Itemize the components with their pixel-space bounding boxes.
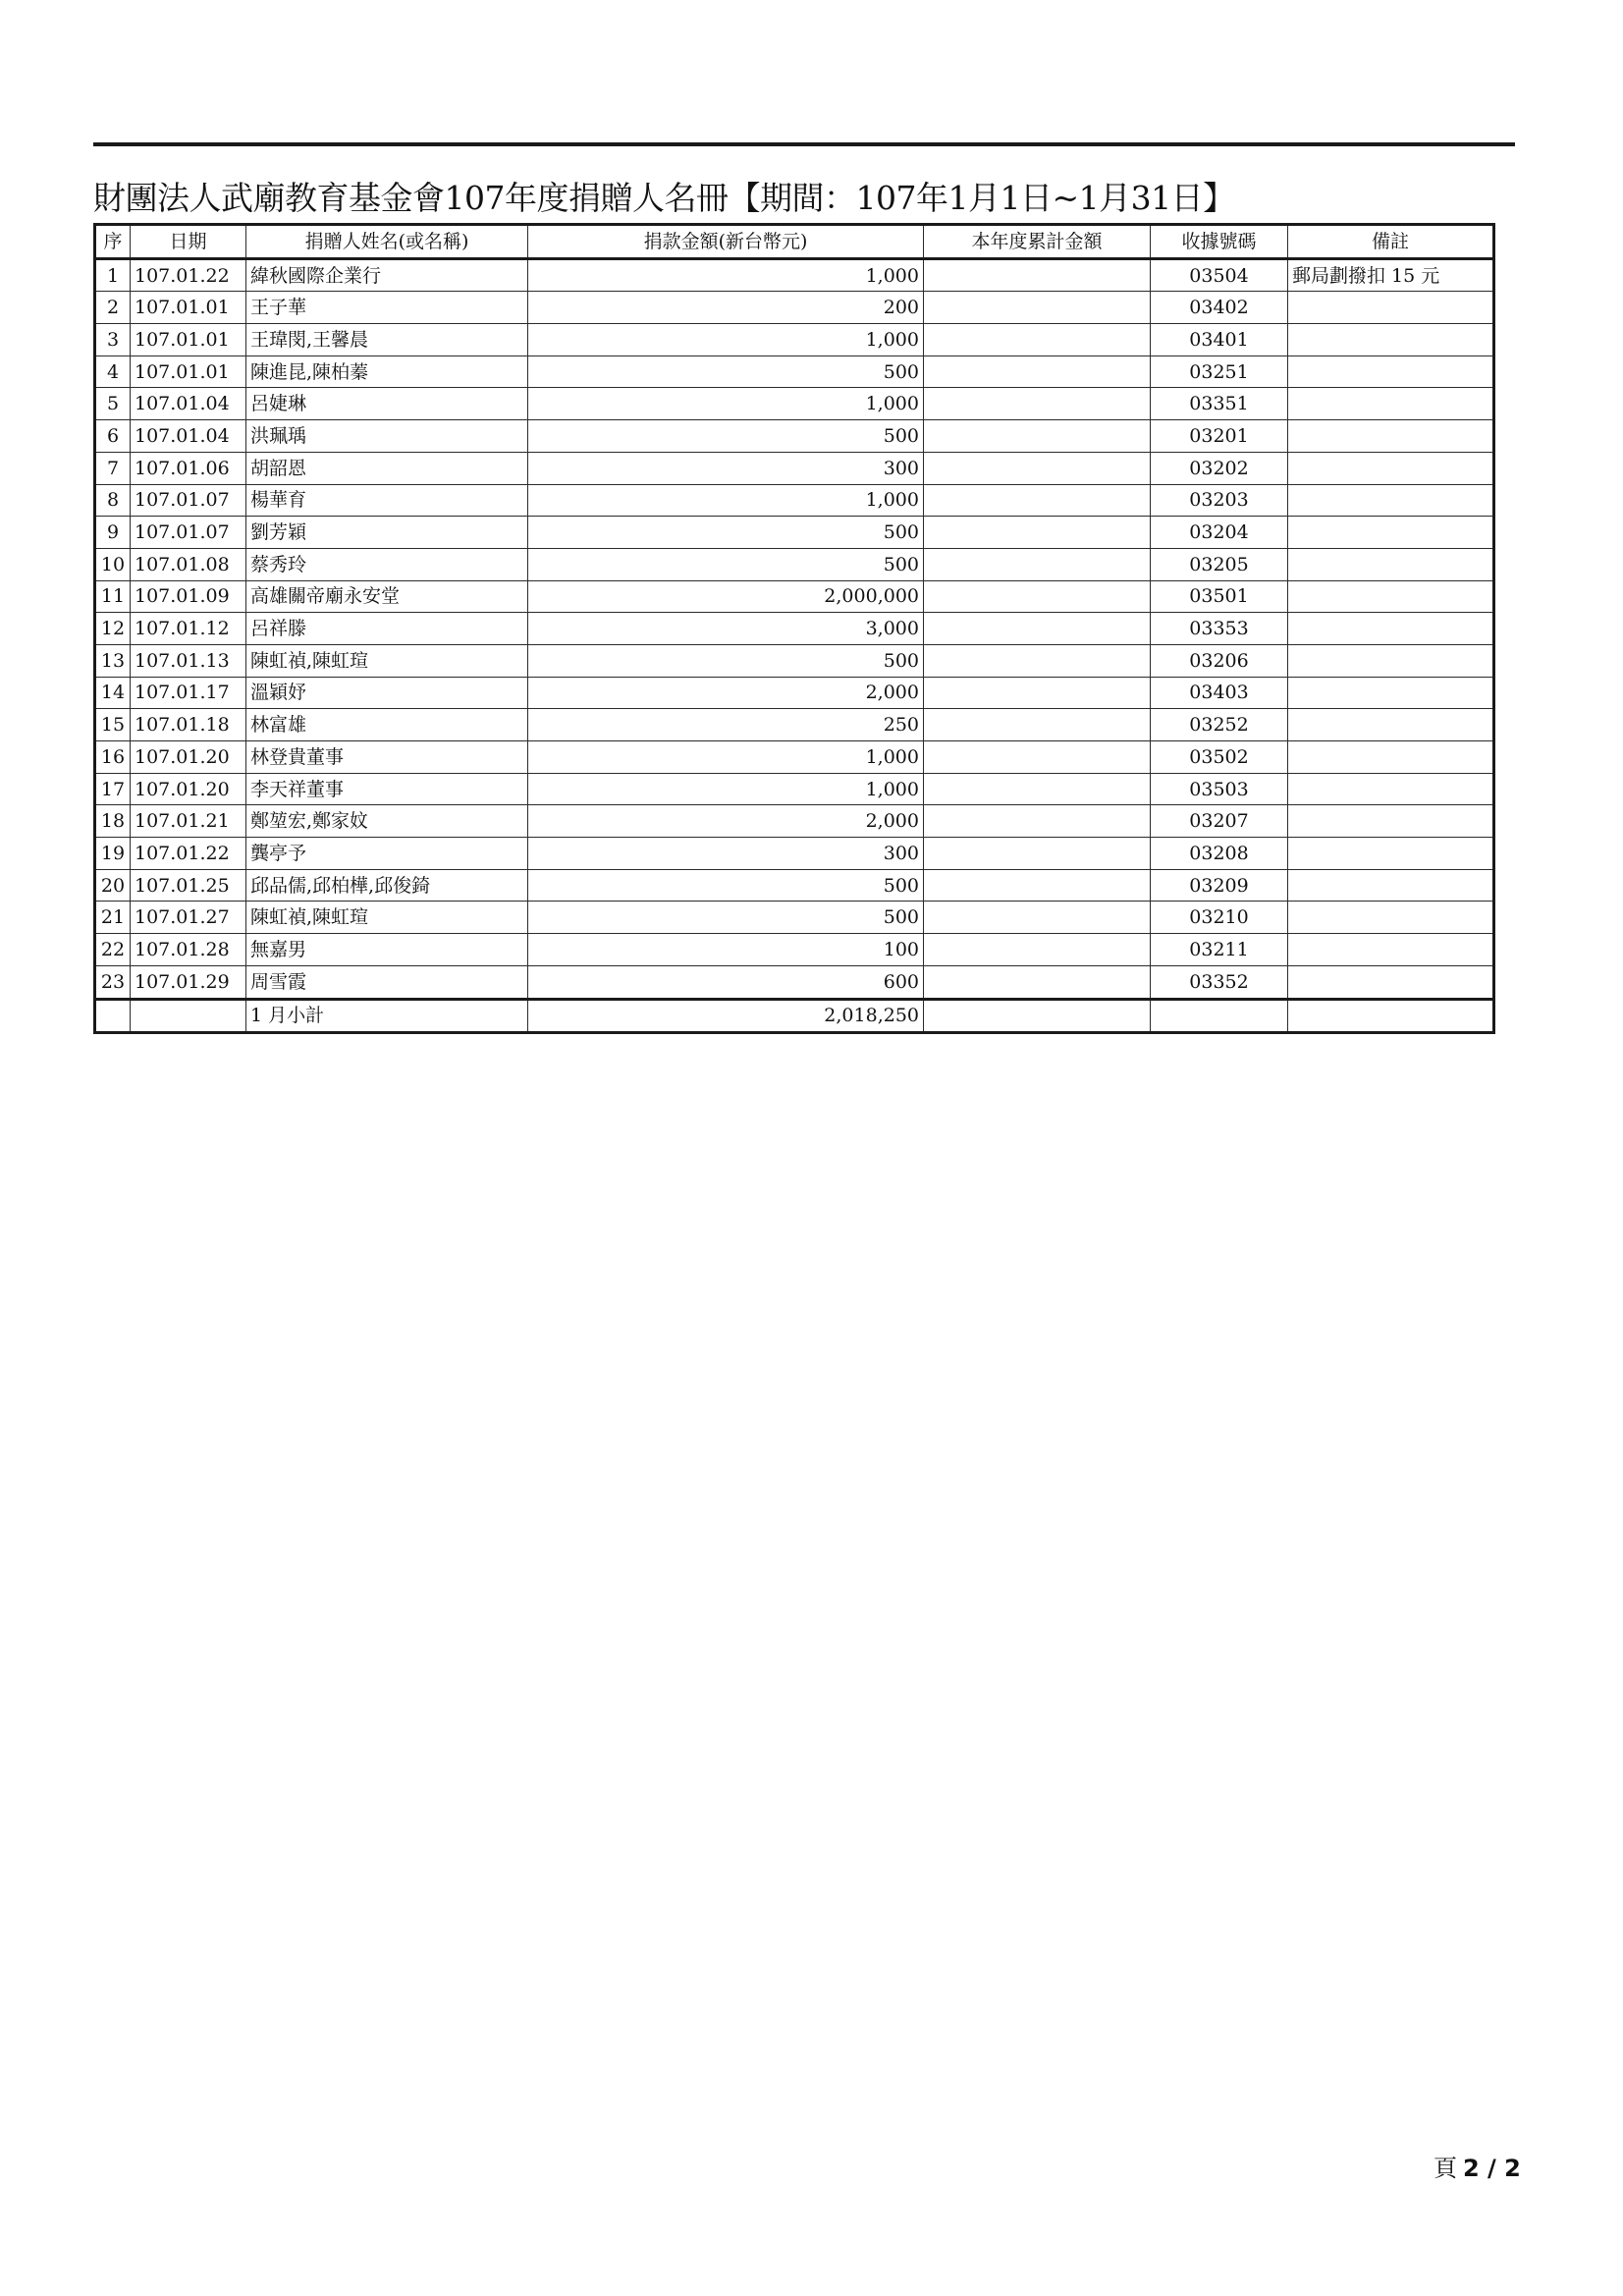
table-row: [95, 805, 1494, 838]
seq-cell: 12: [95, 613, 131, 645]
amount-cell: 2,000,000: [528, 580, 924, 613]
amount-cell: 3,000: [528, 613, 924, 645]
seq-cell: 7: [95, 452, 131, 484]
remarks-cell: [1288, 741, 1494, 774]
column-header-cumulative: 本年度累計金額: [924, 225, 1151, 259]
receipt-no-cell: 03403: [1151, 677, 1288, 709]
seq-cell: 14: [95, 677, 131, 709]
cumulative-cell: [924, 773, 1151, 805]
donor-name-cell: 陳進昆,陳柏蓁: [246, 355, 528, 388]
amount-cell: 600: [528, 965, 924, 999]
date-cell: 107.01.28: [131, 934, 246, 966]
date-cell: 107.01.04: [131, 420, 246, 453]
seq-cell: 22: [95, 934, 131, 966]
subtotal-seq-cell: [95, 999, 131, 1033]
cumulative-cell: [924, 934, 1151, 966]
date-cell: 107.01.08: [131, 548, 246, 580]
receipt-no-cell: 03251: [1151, 355, 1288, 388]
table-row: [95, 452, 1494, 484]
cumulative-cell: [924, 355, 1151, 388]
header-row: [95, 225, 1494, 259]
remarks-cell: [1288, 773, 1494, 805]
seq-cell: 13: [95, 644, 131, 677]
remarks-cell: [1288, 292, 1494, 324]
donor-name-cell: 洪珮瑀: [246, 420, 528, 453]
donor-name-cell: 邱品儒,邱柏樺,邱俊錡: [246, 869, 528, 902]
date-cell: 107.01.20: [131, 741, 246, 774]
seq-cell: 21: [95, 902, 131, 934]
receipt-no-cell: 03401: [1151, 324, 1288, 356]
table-row: [95, 965, 1494, 999]
date-cell: 107.01.17: [131, 677, 246, 709]
amount-cell: 1,000: [528, 741, 924, 774]
amount-cell: 1,000: [528, 324, 924, 356]
table-row: [95, 709, 1494, 741]
receipt-no-cell: 03503: [1151, 773, 1288, 805]
receipt-no-cell: 03504: [1151, 258, 1288, 292]
seq-cell: 6: [95, 420, 131, 453]
cumulative-cell: [924, 420, 1151, 453]
remarks-cell: [1288, 838, 1494, 870]
date-cell: 107.01.01: [131, 292, 246, 324]
column-header-receipt-no: 收據號碼: [1151, 225, 1288, 259]
date-cell: 107.01.07: [131, 517, 246, 549]
column-header-donor-name: 捐贈人姓名(或名稱): [246, 225, 528, 259]
remarks-cell: [1288, 934, 1494, 966]
table-row: [95, 355, 1494, 388]
receipt-no-cell: 03205: [1151, 548, 1288, 580]
cumulative-cell: [924, 838, 1151, 870]
amount-cell: 100: [528, 934, 924, 966]
receipt-no-cell: 03352: [1151, 965, 1288, 999]
remarks-cell: [1288, 548, 1494, 580]
donor-name-cell: 陳虹禎,陳虹瑄: [246, 644, 528, 677]
table-row: [95, 613, 1494, 645]
remarks-cell: [1288, 709, 1494, 741]
cumulative-cell: [924, 452, 1151, 484]
column-header-seq: 序: [95, 225, 131, 259]
seq-cell: 11: [95, 580, 131, 613]
remarks-cell: [1288, 324, 1494, 356]
date-cell: 107.01.22: [131, 258, 246, 292]
amount-cell: 1,000: [528, 484, 924, 517]
cumulative-cell: [924, 869, 1151, 902]
donor-name-cell: 蔡秀玲: [246, 548, 528, 580]
cumulative-cell: [924, 517, 1151, 549]
table-row: [95, 838, 1494, 870]
receipt-no-cell: 03402: [1151, 292, 1288, 324]
cumulative-cell: [924, 580, 1151, 613]
remarks-cell: [1288, 805, 1494, 838]
amount-cell: 300: [528, 838, 924, 870]
receipt-no-cell: 03208: [1151, 838, 1288, 870]
cumulative-cell: [924, 548, 1151, 580]
subtotal-label: 1 月小計: [246, 999, 528, 1033]
amount-cell: 1,000: [528, 773, 924, 805]
page-label: 頁: [1434, 2155, 1457, 2182]
donor-name-cell: 楊華育: [246, 484, 528, 517]
receipt-no-cell: 03204: [1151, 517, 1288, 549]
subtotal-remarks-cell: [1288, 999, 1494, 1033]
seq-cell: 17: [95, 773, 131, 805]
seq-cell: 2: [95, 292, 131, 324]
amount-cell: 2,000: [528, 805, 924, 838]
receipt-no-cell: 03203: [1151, 484, 1288, 517]
table-row: [95, 324, 1494, 356]
table-row: [95, 420, 1494, 453]
receipt-no-cell: 03252: [1151, 709, 1288, 741]
date-cell: 107.01.04: [131, 388, 246, 420]
receipt-no-cell: 03351: [1151, 388, 1288, 420]
page-number: [1434, 2151, 1522, 2186]
cumulative-cell: [924, 741, 1151, 774]
seq-cell: 3: [95, 324, 131, 356]
donor-name-cell: 緯秋國際企業行: [246, 258, 528, 292]
remarks-cell: [1288, 484, 1494, 517]
amount-cell: 500: [528, 548, 924, 580]
amount-cell: 500: [528, 869, 924, 902]
receipt-no-cell: 03502: [1151, 741, 1288, 774]
seq-cell: 5: [95, 388, 131, 420]
date-cell: 107.01.06: [131, 452, 246, 484]
table-row: [95, 258, 1494, 292]
receipt-no-cell: 03201: [1151, 420, 1288, 453]
remarks-cell: [1288, 644, 1494, 677]
seq-cell: 10: [95, 548, 131, 580]
table-row: [95, 869, 1494, 902]
subtotal-row: [95, 999, 1494, 1033]
amount-cell: 500: [528, 420, 924, 453]
table-row: [95, 517, 1494, 549]
date-cell: 107.01.25: [131, 869, 246, 902]
seq-cell: 19: [95, 838, 131, 870]
donor-name-cell: 李天祥董事: [246, 773, 528, 805]
remarks-cell: [1288, 388, 1494, 420]
donor-name-cell: 林富雄: [246, 709, 528, 741]
receipt-no-cell: 03211: [1151, 934, 1288, 966]
page-value: 2 / 2: [1463, 2155, 1521, 2182]
remarks-cell: [1288, 613, 1494, 645]
amount-cell: 500: [528, 902, 924, 934]
seq-cell: 18: [95, 805, 131, 838]
document-title: 財團法人武廟教育基金會107年度捐贈人名冊【期間：107年1月1日~1月31日】: [93, 179, 1235, 217]
cumulative-cell: [924, 484, 1151, 517]
donor-name-cell: 無嘉男: [246, 934, 528, 966]
receipt-no-cell: 03501: [1151, 580, 1288, 613]
amount-cell: 250: [528, 709, 924, 741]
subtotal-receipt-cell: [1151, 999, 1288, 1033]
seq-cell: 20: [95, 869, 131, 902]
donor-name-cell: 高雄關帝廟永安堂: [246, 580, 528, 613]
donor-name-cell: 林登貴董事: [246, 741, 528, 774]
table-row: [95, 580, 1494, 613]
date-cell: 107.01.22: [131, 838, 246, 870]
remarks-cell: [1288, 580, 1494, 613]
remarks-cell: [1288, 677, 1494, 709]
date-cell: 107.01.01: [131, 355, 246, 388]
amount-cell: 1,000: [528, 388, 924, 420]
remarks-cell: 郵局劃撥扣 15 元: [1288, 258, 1494, 292]
cumulative-cell: [924, 965, 1151, 999]
table-row: [95, 741, 1494, 774]
donor-name-cell: 呂婕琳: [246, 388, 528, 420]
seq-cell: 15: [95, 709, 131, 741]
donor-register-table: [93, 223, 1495, 1034]
cumulative-cell: [924, 709, 1151, 741]
donor-name-cell: 王子華: [246, 292, 528, 324]
date-cell: 107.01.09: [131, 580, 246, 613]
date-cell: 107.01.01: [131, 324, 246, 356]
receipt-no-cell: 03210: [1151, 902, 1288, 934]
donor-name-cell: 周雪霞: [246, 965, 528, 999]
top-rule: [93, 142, 1515, 146]
receipt-no-cell: 03353: [1151, 613, 1288, 645]
seq-cell: 16: [95, 741, 131, 774]
receipt-no-cell: 03202: [1151, 452, 1288, 484]
amount-cell: 500: [528, 644, 924, 677]
table-row: [95, 388, 1494, 420]
table-row: [95, 292, 1494, 324]
donor-name-cell: 胡韶恩: [246, 452, 528, 484]
subtotal-date-cell: [131, 999, 246, 1033]
table-row: [95, 773, 1494, 805]
amount-cell: 300: [528, 452, 924, 484]
subtotal-amount: 2,018,250: [528, 999, 924, 1033]
remarks-cell: [1288, 517, 1494, 549]
remarks-cell: [1288, 355, 1494, 388]
donor-name-cell: 王瑋閔,王馨晨: [246, 324, 528, 356]
table-row: [95, 677, 1494, 709]
table-row: [95, 934, 1494, 966]
remarks-cell: [1288, 420, 1494, 453]
remarks-cell: [1288, 902, 1494, 934]
amount-cell: 500: [528, 517, 924, 549]
date-cell: 107.01.27: [131, 902, 246, 934]
seq-cell: 23: [95, 965, 131, 999]
donor-name-cell: 鄭堃宏,鄭家妏: [246, 805, 528, 838]
cumulative-cell: [924, 292, 1151, 324]
seq-cell: 9: [95, 517, 131, 549]
table-row: [95, 548, 1494, 580]
date-cell: 107.01.12: [131, 613, 246, 645]
donor-name-cell: 龔亭予: [246, 838, 528, 870]
column-header-amount: 捐款金額(新台幣元): [528, 225, 924, 259]
amount-cell: 200: [528, 292, 924, 324]
donor-name-cell: 陳虹禎,陳虹瑄: [246, 902, 528, 934]
donor-name-cell: 劉芳穎: [246, 517, 528, 549]
date-cell: 107.01.13: [131, 644, 246, 677]
amount-cell: 500: [528, 355, 924, 388]
cumulative-cell: [924, 677, 1151, 709]
date-cell: 107.01.20: [131, 773, 246, 805]
donor-name-cell: 溫穎妤: [246, 677, 528, 709]
remarks-cell: [1288, 965, 1494, 999]
amount-cell: 1,000: [528, 258, 924, 292]
receipt-no-cell: 03207: [1151, 805, 1288, 838]
remarks-cell: [1288, 452, 1494, 484]
table-row: [95, 644, 1494, 677]
date-cell: 107.01.21: [131, 805, 246, 838]
seq-cell: 8: [95, 484, 131, 517]
cumulative-cell: [924, 388, 1151, 420]
date-cell: 107.01.07: [131, 484, 246, 517]
subtotal-cumulative-cell: [924, 999, 1151, 1033]
column-header-remarks: 備註: [1288, 225, 1494, 259]
register-body: [95, 258, 1494, 999]
cumulative-cell: [924, 324, 1151, 356]
cumulative-cell: [924, 902, 1151, 934]
receipt-no-cell: 03209: [1151, 869, 1288, 902]
receipt-no-cell: 03206: [1151, 644, 1288, 677]
cumulative-cell: [924, 258, 1151, 292]
column-header-date: 日期: [131, 225, 246, 259]
seq-cell: 1: [95, 258, 131, 292]
cumulative-cell: [924, 805, 1151, 838]
cumulative-cell: [924, 644, 1151, 677]
date-cell: 107.01.18: [131, 709, 246, 741]
table-row: [95, 484, 1494, 517]
seq-cell: 4: [95, 355, 131, 388]
table-row: [95, 902, 1494, 934]
date-cell: 107.01.29: [131, 965, 246, 999]
donor-name-cell: 呂祥滕: [246, 613, 528, 645]
remarks-cell: [1288, 869, 1494, 902]
cumulative-cell: [924, 613, 1151, 645]
amount-cell: 2,000: [528, 677, 924, 709]
